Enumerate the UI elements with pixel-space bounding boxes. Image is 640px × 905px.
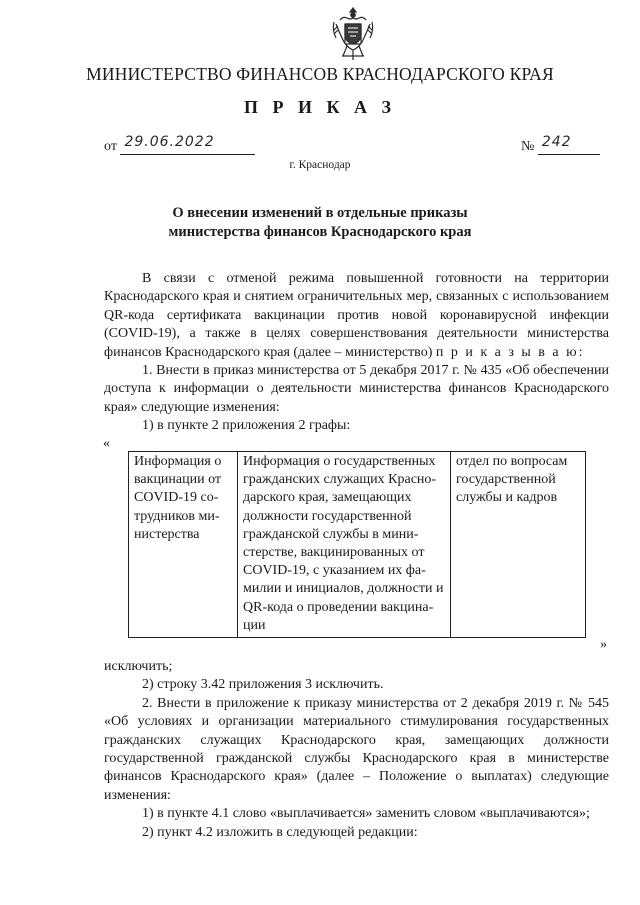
table-cell-description: Информация о государственных гражданских служащих Красно- дарского края, замещающих должности государственной гражданской службы в мини- стерстве, вакцинированных от COVID-19, с указанием их фа- милии и инициалов, должности и QR-кода о проведении вакцина- ции [238, 452, 451, 638]
date-field [120, 134, 255, 155]
number-line [521, 134, 600, 155]
number-value: 242 [541, 134, 572, 150]
number-label: № [521, 139, 535, 154]
item-2-paragraph: 2. Внести в приложение к приказу министерства от 2 декабря 2019 г. № 545 «Об условиях и организации материального стимулирования государственных гражданских служащих Краснодарского края, замещающих должности государственной гражданской службы Краснодарского края в министерстве финансов Краснодарского края» (далее – Положение о выплатах) следующие изменения: [104, 695, 609, 803]
city: г. Краснодар [289, 159, 351, 171]
quote-close: » [600, 637, 607, 652]
subject-line-2: министерства финансов Краснодарского края [168, 224, 472, 240]
item-1-1-paragraph: 1) в пункте 2 приложения 2 графы: [142, 418, 351, 434]
exclude-paragraph: исключить; [104, 659, 173, 674]
preamble-paragraph [104, 270, 609, 362]
item-1-paragraph: 1. Внести в приказ министерства от 5 декабря 2017 г. № 435 «Об обеспечении доступа к информации о деятельности министерства финансов Краснодарского края» следующие изменения: [104, 363, 609, 415]
document-type: П Р И К А З [243, 97, 397, 117]
table-cell-department: отдел по вопросам государственной службы и кадров [451, 452, 586, 638]
inserted-table [128, 451, 586, 638]
item-1-2-paragraph: 2) строку 3.42 приложения 3 исключить. [142, 677, 384, 693]
table-cell-information: Информация о вакцинации от COVID-19 со- трудников ми- нистерства [129, 452, 238, 638]
ministry-name: МИНИСТЕРСТВО ФИНАНСОВ КРАСНОДАРСКОГО КРАЯ [86, 64, 554, 84]
body-part-2 [104, 658, 609, 842]
item-2-1-paragraph: 1) в пункте 4.1 слово «выплачивается» заменить словом «выплачиваются»; [142, 806, 590, 822]
subject-line-1: О внесении изменений в отдельные приказы [172, 205, 468, 221]
number-field [538, 134, 600, 155]
preamble-text: В связи с отменой режима повышенной готовности на территории Краснодарского края и снятием ограничительных мер, связанных с использованием QR-кода сертификата вакцинации против новой коронавирусной инфекции (COVID-19), а также в целях совершенствования деятельности министерства финансов Краснодарского края (далее – министерство) [104, 271, 609, 360]
date-label: от [104, 139, 117, 154]
body-part-1 [104, 270, 609, 436]
date-value: 29.06.2022 [124, 134, 215, 150]
order-word: п р и к а з ы в а ю: [435, 344, 585, 360]
table-row [129, 452, 586, 638]
quote-open: « [103, 436, 110, 451]
item-2-2-paragraph: 2) пункт 4.2 изложить в следующей редакции: [142, 824, 418, 840]
date-line [104, 134, 255, 155]
subject-heading [0, 204, 640, 242]
coat-of-arms-icon [330, 6, 376, 62]
